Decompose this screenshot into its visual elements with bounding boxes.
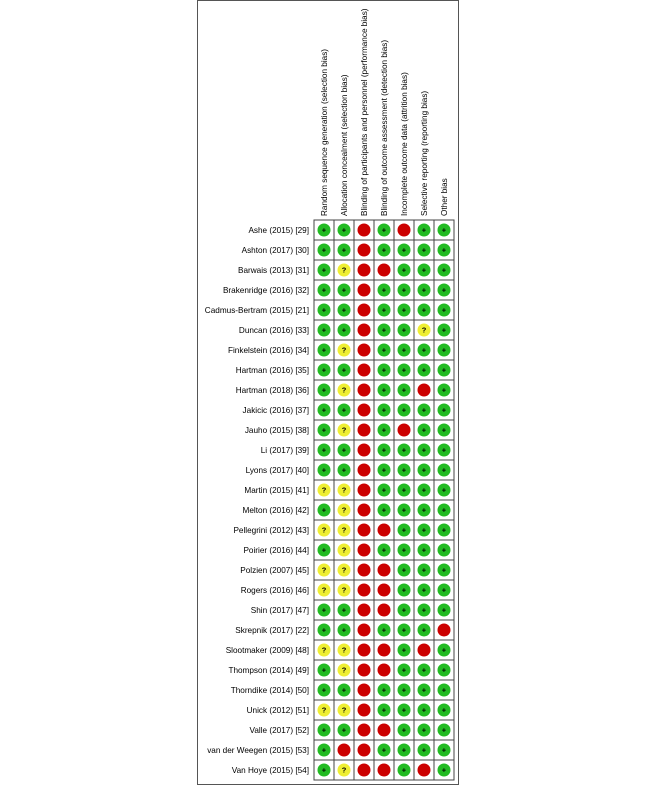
- rating-symbol: +: [401, 485, 407, 495]
- rating-symbol: +: [381, 445, 387, 455]
- rating-symbol: +: [421, 445, 427, 455]
- rating-high-dot: [358, 464, 371, 477]
- rating-symbol: +: [321, 305, 327, 315]
- rating-symbol: +: [341, 445, 347, 455]
- rating-symbol: ?: [341, 645, 347, 655]
- rating-symbol: +: [401, 385, 407, 395]
- rating-symbol: +: [381, 365, 387, 375]
- rating-symbol: +: [381, 745, 387, 755]
- rating-symbol: +: [441, 365, 447, 375]
- rating-symbol: +: [421, 365, 427, 375]
- study-label: Jauho (2015) [38]: [244, 426, 309, 435]
- rating-symbol: ?: [321, 705, 327, 715]
- rating-symbol: +: [441, 545, 447, 555]
- rating-high-dot: [358, 624, 371, 637]
- rating-symbol: ?: [341, 425, 347, 435]
- study-label: Polzien (2007) [45]: [240, 566, 309, 575]
- rating-symbol: +: [401, 445, 407, 455]
- study-label: Valle (2017) [52]: [249, 726, 309, 735]
- rating-symbol: ?: [421, 325, 427, 335]
- rating-symbol: +: [321, 545, 327, 555]
- rating-symbol: +: [441, 265, 447, 275]
- rating-symbol: +: [341, 605, 347, 615]
- rating-symbol: +: [381, 285, 387, 295]
- rating-symbol: +: [401, 685, 407, 695]
- rating-high-dot: [358, 404, 371, 417]
- rating-high-dot: [358, 744, 371, 757]
- rating-symbol: +: [421, 405, 427, 415]
- rating-high-dot: [378, 764, 391, 777]
- rating-symbol: +: [401, 325, 407, 335]
- rating-symbol: +: [441, 505, 447, 515]
- rating-symbol: +: [381, 505, 387, 515]
- rating-symbol: +: [321, 385, 327, 395]
- rating-symbol: +: [321, 245, 327, 255]
- rating-symbol: +: [441, 285, 447, 295]
- rating-high-dot: [358, 364, 371, 377]
- rating-symbol: ?: [341, 385, 347, 395]
- rating-high-dot: [358, 704, 371, 717]
- rating-symbol: +: [421, 545, 427, 555]
- rating-symbol: +: [421, 585, 427, 595]
- rating-symbol: +: [421, 485, 427, 495]
- rating-high-dot: [418, 384, 431, 397]
- rating-symbol: ?: [341, 565, 347, 575]
- study-label: Ashe (2015) [29]: [248, 226, 309, 235]
- rating-symbol: +: [381, 625, 387, 635]
- rating-symbol: ?: [321, 645, 327, 655]
- rating-high-dot: [358, 244, 371, 257]
- rating-symbol: +: [401, 365, 407, 375]
- rating-high-dot: [358, 684, 371, 697]
- rating-symbol: +: [341, 245, 347, 255]
- rating-high-dot: [358, 644, 371, 657]
- study-label: Duncan (2016) [33]: [238, 326, 309, 335]
- study-label: Van Hoye (2015) [54]: [231, 766, 309, 775]
- rating-symbol: +: [441, 385, 447, 395]
- rating-symbol: +: [401, 285, 407, 295]
- rating-symbol: +: [321, 745, 327, 755]
- study-label: Thorndike (2014) [50]: [230, 686, 309, 695]
- rating-high-dot: [378, 564, 391, 577]
- rating-symbol: +: [321, 425, 327, 435]
- rating-high-dot: [358, 484, 371, 497]
- study-label: Ashton (2017) [30]: [241, 246, 309, 255]
- rating-symbol: +: [441, 665, 447, 675]
- rating-high-dot: [398, 424, 411, 437]
- rating-symbol: +: [441, 565, 447, 575]
- rating-symbol: +: [441, 685, 447, 695]
- rating-high-dot: [358, 564, 371, 577]
- rating-symbol: +: [401, 705, 407, 715]
- rating-high-dot: [358, 444, 371, 457]
- study-label: Jakicic (2016) [37]: [242, 406, 309, 415]
- rating-symbol: +: [401, 665, 407, 675]
- rating-symbol: ?: [341, 505, 347, 515]
- rating-symbol: +: [401, 625, 407, 635]
- rating-symbol: +: [381, 345, 387, 355]
- rating-symbol: ?: [341, 585, 347, 595]
- rating-high-dot: [358, 724, 371, 737]
- rating-high-dot: [398, 224, 411, 237]
- rating-symbol: +: [341, 405, 347, 415]
- rating-symbol: +: [421, 425, 427, 435]
- rating-symbol: ?: [341, 525, 347, 535]
- rating-symbol: +: [441, 245, 447, 255]
- rating-symbol: +: [321, 725, 327, 735]
- rating-symbol: +: [421, 525, 427, 535]
- rating-symbol: +: [341, 225, 347, 235]
- rating-symbol: +: [381, 245, 387, 255]
- rating-symbol: +: [441, 725, 447, 735]
- column-header: Incomplete outcome data (attrition bias): [400, 72, 409, 216]
- rating-symbol: ?: [341, 705, 347, 715]
- rating-symbol: +: [321, 605, 327, 615]
- rating-symbol: +: [441, 605, 447, 615]
- rating-symbol: +: [341, 305, 347, 315]
- rating-high-dot: [438, 624, 451, 637]
- rating-symbol: +: [381, 685, 387, 695]
- rating-high-dot: [358, 524, 371, 537]
- rating-symbol: +: [421, 245, 427, 255]
- rating-symbol: +: [381, 325, 387, 335]
- rating-symbol: +: [421, 505, 427, 515]
- rating-symbol: +: [321, 465, 327, 475]
- rating-symbol: +: [321, 325, 327, 335]
- rating-symbol: +: [341, 285, 347, 295]
- rating-symbol: +: [401, 505, 407, 515]
- rating-symbol: +: [441, 345, 447, 355]
- study-label: Cadmus-Bertram (2015) [21]: [204, 306, 309, 315]
- rating-symbol: +: [401, 725, 407, 735]
- rating-symbol: ?: [321, 485, 327, 495]
- rating-symbol: +: [381, 385, 387, 395]
- rating-symbol: ?: [341, 485, 347, 495]
- rating-symbol: +: [441, 305, 447, 315]
- study-label: Finkelstein (2016) [34]: [227, 346, 309, 355]
- rating-symbol: +: [341, 465, 347, 475]
- study-label: Hartman (2016) [35]: [235, 366, 309, 375]
- rating-symbol: +: [321, 625, 327, 635]
- rating-symbol: +: [421, 225, 427, 235]
- rating-symbol: +: [381, 305, 387, 315]
- column-header: Selective reporting (reporting bias): [420, 90, 429, 216]
- rating-high-dot: [358, 764, 371, 777]
- rating-symbol: +: [381, 465, 387, 475]
- rating-symbol: ?: [341, 545, 347, 555]
- rating-high-dot: [358, 384, 371, 397]
- rating-symbol: +: [341, 325, 347, 335]
- rating-symbol: +: [441, 425, 447, 435]
- rating-symbol: +: [421, 665, 427, 675]
- rating-symbol: +: [341, 625, 347, 635]
- rating-high-dot: [358, 504, 371, 517]
- rating-high-dot: [378, 724, 391, 737]
- rating-symbol: +: [341, 725, 347, 735]
- rating-symbol: +: [421, 565, 427, 575]
- column-header: Blinding of outcome assessment (detection bias): [380, 39, 389, 216]
- rating-symbol: +: [321, 765, 327, 775]
- rating-symbol: +: [441, 465, 447, 475]
- rating-symbol: +: [421, 705, 427, 715]
- study-label: Melton (2016) [42]: [242, 506, 309, 515]
- column-header: Random sequence generation (selection bias): [320, 48, 329, 216]
- rating-symbol: +: [401, 585, 407, 595]
- rating-high-dot: [358, 604, 371, 617]
- rating-symbol: ?: [321, 565, 327, 575]
- rating-high-dot: [338, 744, 351, 757]
- study-label: Lyons (2017) [40]: [245, 466, 309, 475]
- rating-high-dot: [378, 524, 391, 537]
- rating-symbol: +: [341, 685, 347, 695]
- study-label: Skrepnik (2017) [22]: [235, 626, 309, 635]
- rating-symbol: +: [441, 525, 447, 535]
- study-label: Rogers (2016) [46]: [240, 586, 309, 595]
- rating-symbol: +: [401, 765, 407, 775]
- rating-symbol: +: [381, 405, 387, 415]
- rating-symbol: +: [321, 265, 327, 275]
- rating-symbol: ?: [341, 765, 347, 775]
- study-label: Hartman (2018) [36]: [235, 386, 309, 395]
- rating-symbol: +: [441, 705, 447, 715]
- rating-symbol: +: [401, 305, 407, 315]
- rating-symbol: +: [321, 365, 327, 375]
- rating-symbol: +: [401, 245, 407, 255]
- study-label: Pellegrini (2012) [43]: [233, 526, 309, 535]
- rating-symbol: +: [421, 745, 427, 755]
- rating-symbol: +: [401, 465, 407, 475]
- rating-symbol: +: [321, 225, 327, 235]
- rating-symbol: +: [421, 265, 427, 275]
- rating-high-dot: [358, 264, 371, 277]
- study-label: Poirier (2016) [44]: [243, 546, 309, 555]
- rating-symbol: +: [401, 525, 407, 535]
- rating-symbol: +: [421, 465, 427, 475]
- rating-symbol: +: [401, 745, 407, 755]
- study-label: Brakenridge (2016) [32]: [222, 286, 309, 295]
- column-header: Blinding of participants and personnel (performance bias): [360, 8, 369, 216]
- rating-symbol: +: [321, 285, 327, 295]
- rating-symbol: +: [381, 485, 387, 495]
- rating-high-dot: [378, 644, 391, 657]
- rating-symbol: +: [441, 485, 447, 495]
- rating-high-dot: [378, 664, 391, 677]
- rating-symbol: +: [441, 645, 447, 655]
- rating-high-dot: [378, 604, 391, 617]
- study-label: Unick (2012) [51]: [246, 706, 309, 715]
- rating-symbol: +: [401, 605, 407, 615]
- rating-high-dot: [358, 424, 371, 437]
- rating-symbol: +: [441, 225, 447, 235]
- rating-symbol: +: [321, 685, 327, 695]
- rating-symbol: +: [381, 705, 387, 715]
- rating-symbol: +: [341, 365, 347, 375]
- study-label: Slootmaker (2009) [48]: [225, 646, 309, 655]
- rating-high-dot: [358, 284, 371, 297]
- rating-high-dot: [358, 584, 371, 597]
- rating-symbol: +: [401, 405, 407, 415]
- rating-symbol: +: [421, 285, 427, 295]
- study-label: Shin (2017) [47]: [250, 606, 309, 615]
- rating-symbol: +: [401, 265, 407, 275]
- rating-symbol: +: [421, 345, 427, 355]
- rating-symbol: +: [321, 405, 327, 415]
- rating-symbol: +: [441, 765, 447, 775]
- rating-high-dot: [358, 664, 371, 677]
- study-label: Thompson (2014) [49]: [228, 666, 309, 675]
- study-label: van der Weegen (2015) [53]: [207, 746, 309, 755]
- rating-high-dot: [358, 324, 371, 337]
- rating-symbol: +: [381, 225, 387, 235]
- rating-high-dot: [418, 644, 431, 657]
- rating-high-dot: [418, 764, 431, 777]
- rating-symbol: +: [421, 685, 427, 695]
- column-header: Allocation concealment (selection bias): [340, 74, 349, 216]
- rating-symbol: +: [421, 305, 427, 315]
- rating-high-dot: [358, 304, 371, 317]
- rating-high-dot: [358, 224, 371, 237]
- rating-symbol: +: [441, 445, 447, 455]
- rating-symbol: +: [381, 545, 387, 555]
- rating-symbol: +: [321, 665, 327, 675]
- rating-symbol: +: [441, 325, 447, 335]
- rating-symbol: +: [401, 545, 407, 555]
- rating-symbol: +: [381, 425, 387, 435]
- rating-symbol: ?: [341, 265, 347, 275]
- rating-symbol: ?: [321, 525, 327, 535]
- study-label: Li (2017) [39]: [260, 446, 309, 455]
- rating-symbol: +: [321, 445, 327, 455]
- rating-symbol: +: [421, 625, 427, 635]
- column-header: Other bias: [440, 178, 449, 216]
- rating-high-dot: [358, 544, 371, 557]
- rating-symbol: +: [321, 505, 327, 515]
- rating-symbol: +: [401, 345, 407, 355]
- rating-symbol: +: [401, 565, 407, 575]
- rating-symbol: ?: [341, 345, 347, 355]
- rating-symbol: +: [441, 585, 447, 595]
- rating-symbol: +: [421, 725, 427, 735]
- rating-high-dot: [378, 584, 391, 597]
- rating-symbol: +: [421, 605, 427, 615]
- rating-symbol: ?: [341, 665, 347, 675]
- study-label: Barwais (2013) [31]: [238, 266, 309, 275]
- rating-symbol: +: [441, 405, 447, 415]
- rating-high-dot: [378, 264, 391, 277]
- rating-symbol: +: [401, 645, 407, 655]
- study-label: Martin (2015) [41]: [244, 486, 309, 495]
- rating-high-dot: [358, 344, 371, 357]
- rating-symbol: ?: [321, 585, 327, 595]
- rating-symbol: +: [441, 745, 447, 755]
- rating-symbol: +: [321, 345, 327, 355]
